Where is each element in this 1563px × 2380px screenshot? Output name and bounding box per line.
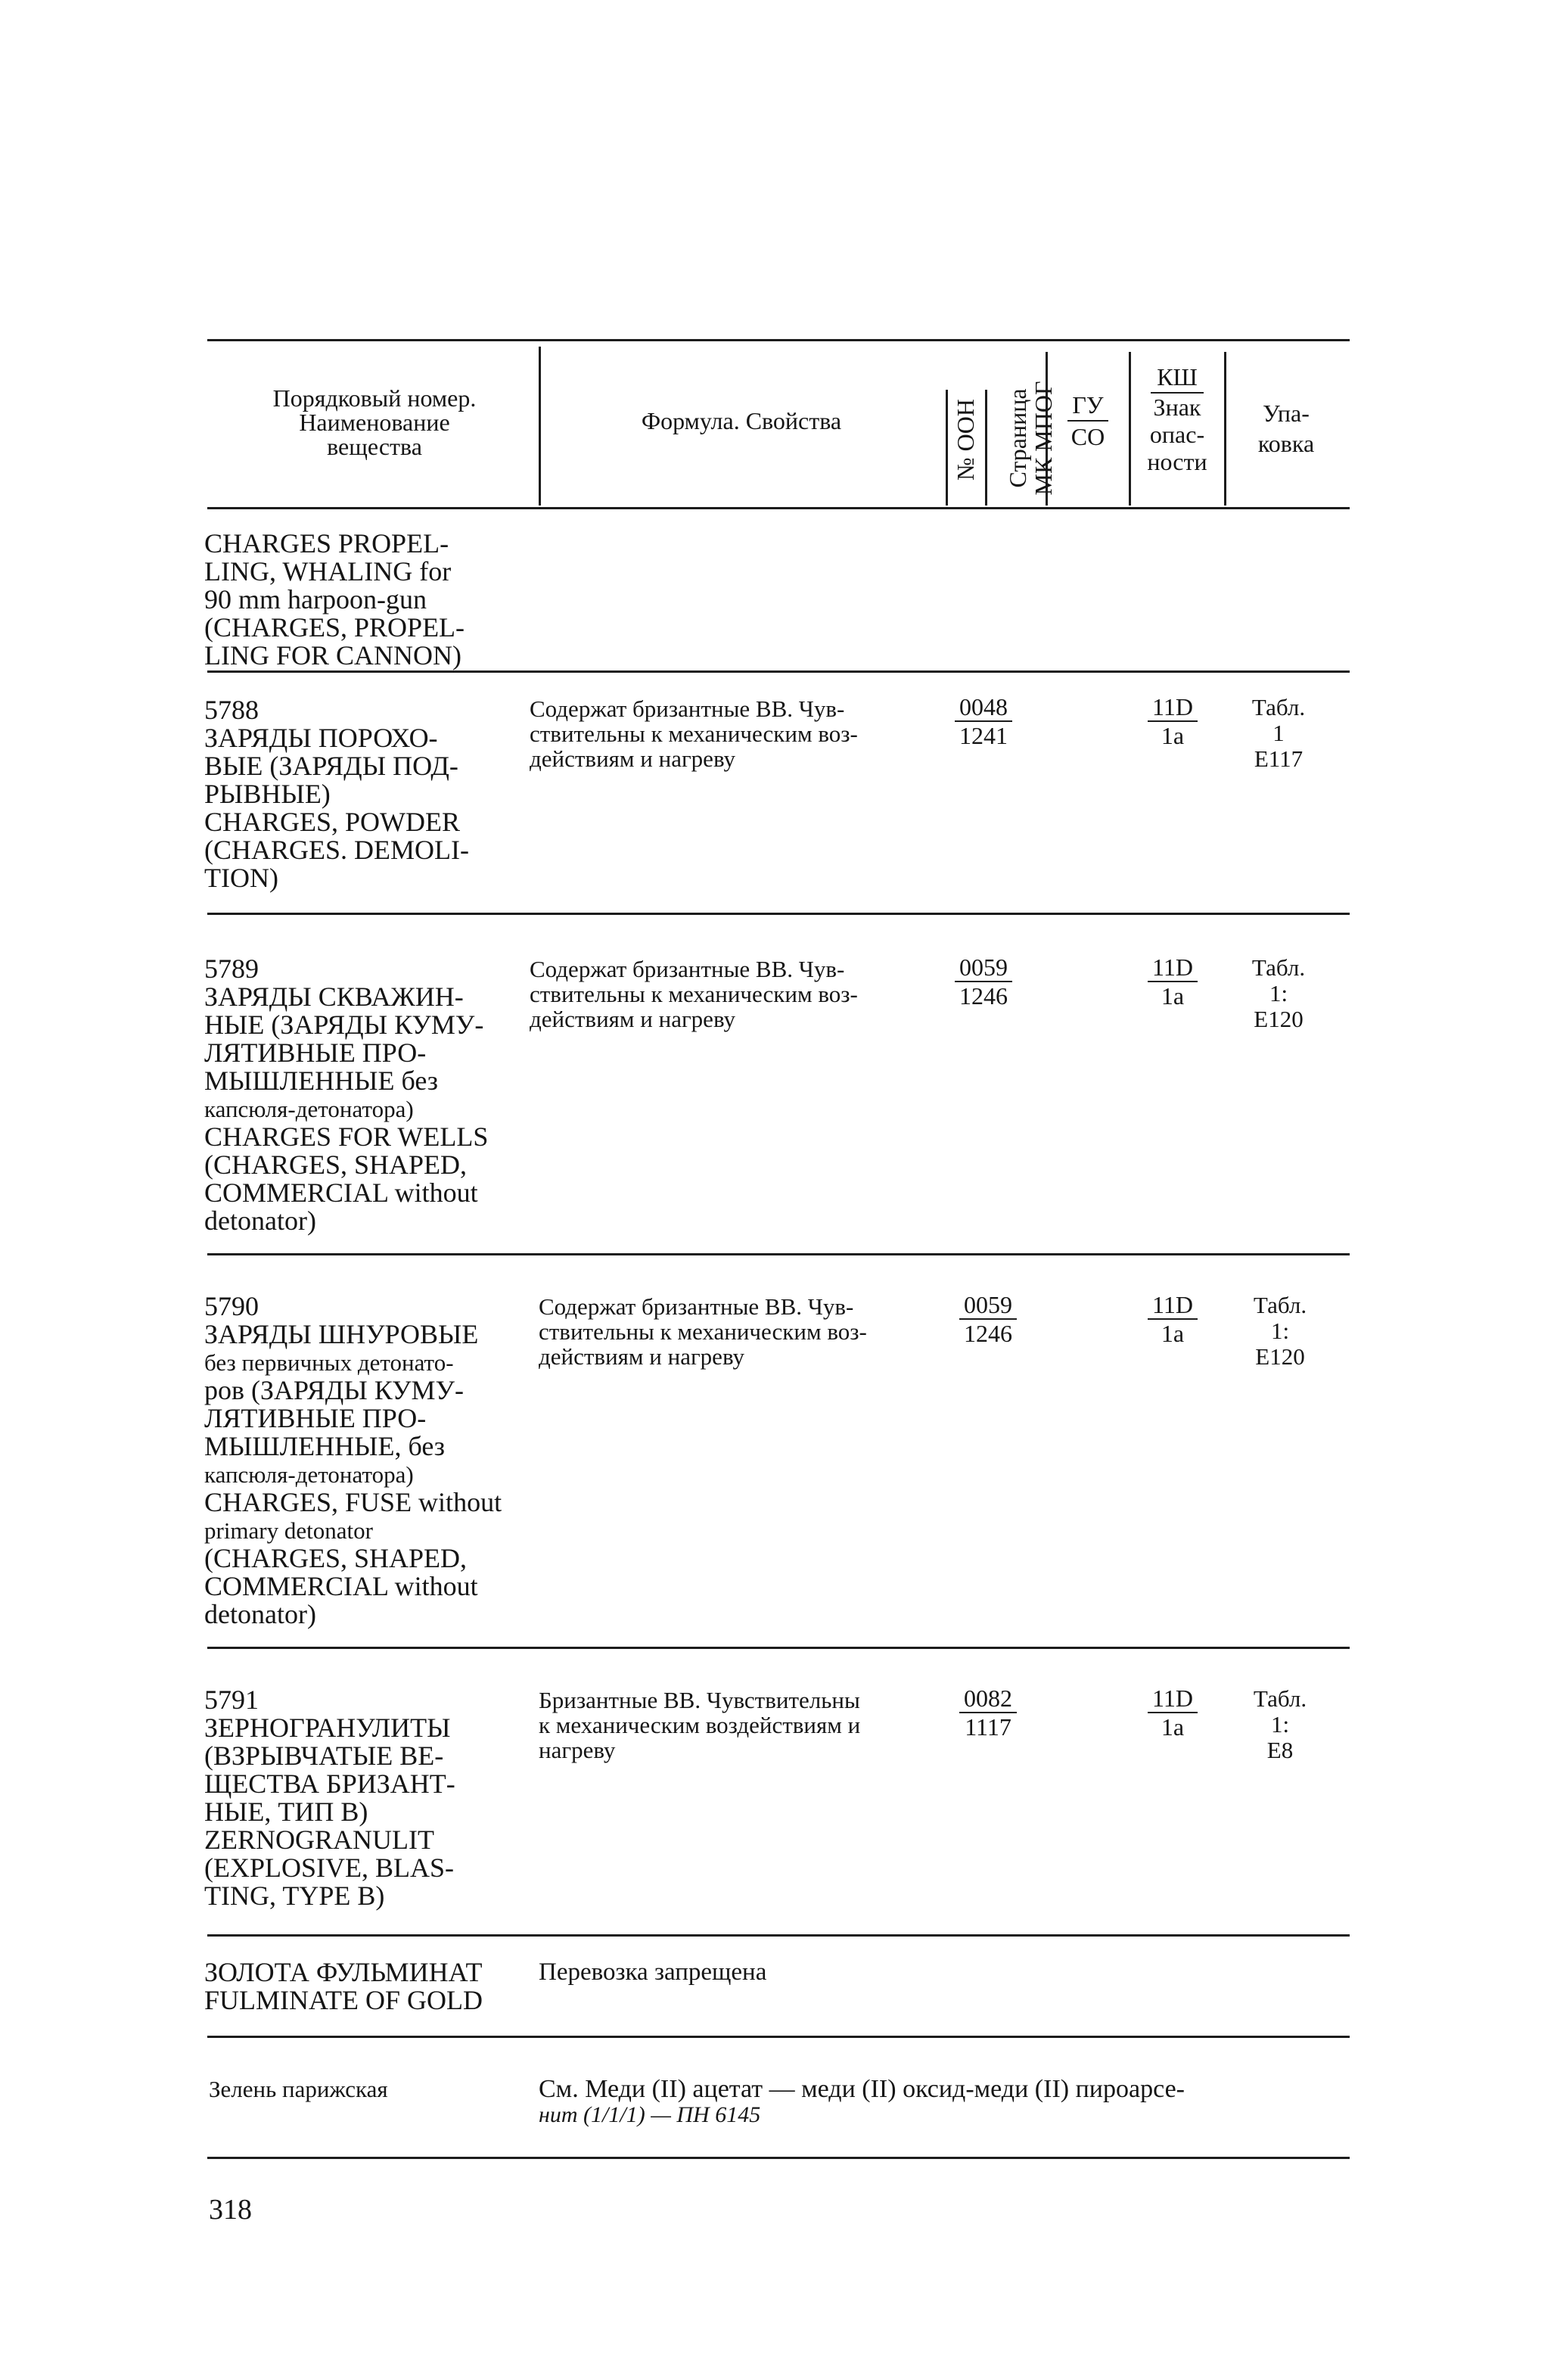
pack-line: 1: [1269,980,1288,1006]
name-line: РЫВНЫЕ) [204,779,331,809]
name-line: detonator) [204,1206,316,1236]
packing [1235,1293,1325,1370]
header-divider [1224,352,1226,506]
row-separator [207,2036,1350,2038]
name-line: капсюля-детонатора) [204,1461,414,1488]
name-line: ЗАРЯДЫ СКВАЖИН- [204,982,464,1012]
entry-properties [539,2077,1356,2128]
gu-ksh-fraction [1135,1291,1210,1347]
header-text: ГУ [1067,390,1108,422]
ksh-value: 1a [1161,1320,1185,1347]
entry-name [204,955,530,1235]
pack-line: 1 [1272,720,1285,746]
entry-properties [539,1960,962,1985]
entry-name: Зелень парижская [209,2076,388,2102]
page-number: 1241 [959,722,1008,749]
page-number: 318 [209,2194,252,2226]
header-divider [946,390,948,506]
header-divider [1129,352,1131,506]
name-line: COMMERCIAL without [204,1178,478,1208]
name-line: ЗАРЯДЫ ШНУРОВЫЕ [204,1319,479,1349]
name-line: ZERNOGRANULIT [204,1825,434,1855]
pack-line: 1: [1270,1318,1290,1344]
row-separator [207,913,1350,915]
entry-number: 5791 [204,1685,259,1715]
pack-line: Табл. [1251,954,1306,981]
prop-line: Содержат бризантные ВВ. Чув- [530,695,845,722]
un-number: 0082 [959,1685,1017,1713]
prop-line: к механическим воздействиям и [539,1712,861,1738]
prop-line: действиям и нагреву [530,745,736,772]
name-line: TION) [204,863,278,893]
prop-line: ствительны к механическим воз- [530,981,858,1007]
row-separator [207,2157,1350,2159]
ksh-value: 1a [1161,722,1185,749]
gu-ksh-fraction [1135,954,1210,1010]
header-top-rule [207,339,1350,341]
entry-name [204,1293,537,1629]
pack-line: E8 [1266,1737,1294,1763]
name-line: CHARGES, POWDER [204,807,461,837]
name-line: ЛЯТИВНЫЕ ПРО- [204,1403,427,1433]
name-line: TING, TYPE B) [204,1881,385,1911]
header-col-un-number: № ООН [952,399,979,481]
pack-line: E120 [1255,1343,1305,1370]
gu-ksh-fraction [1135,693,1210,749]
prop-line: ствительны к механическим воз- [539,1318,867,1345]
name-line: ВЫЕ (ЗАРЯДЫ ПОД- [204,751,458,781]
name-line: (CHARGES, SHAPED, [204,1150,468,1180]
un-page-fraction [938,954,1029,1010]
row-separator [207,1253,1350,1255]
entry-name [204,530,530,670]
prop-line: ствительны к механическим воз- [530,720,858,747]
name-line: LING FOR CANNON) [204,640,461,670]
header-text: МК МПОГ [1030,381,1057,496]
packing [1235,1686,1325,1763]
pack-line: Табл. [1251,694,1306,720]
name-line: CHARGES FOR WELLS [204,1122,489,1152]
ksh-value: 1a [1161,1713,1185,1741]
name-line: ЗАРЯДЫ ПОРОХО- [204,723,438,753]
un-page-fraction [943,1685,1033,1741]
header-text: ковка [1257,430,1315,457]
name-line: detonator) [204,1599,316,1629]
name-line: COMMERCIAL without [204,1571,478,1601]
page-number: 1246 [959,982,1008,1010]
row-separator [207,1934,1350,1937]
prop-line: Бризантные ВВ. Чувствительны [539,1687,860,1713]
name-line: 90 mm harpoon-gun [204,584,427,614]
entry-name [204,1686,530,1910]
header-text: опас- [1149,421,1205,448]
name-line: МЫШЛЕННЫЕ без [204,1066,438,1096]
prop-line: Содержат бризантные ВВ. Чув- [530,956,845,982]
prop-line: действиям и нагреву [530,1006,736,1032]
row-separator [207,670,1350,673]
page-number: 1246 [964,1320,1012,1347]
prop-line: См. Меди (II) ацетат — меди (II) оксид-меди (II) пироарсе- [539,2075,1185,2103]
prop-line: нагреву [539,1737,616,1763]
prop-line: нит (1/1/1) — ПН 6145 [539,2102,761,2127]
un-number: 0048 [955,693,1012,722]
row-separator [207,1647,1350,1649]
entry-properties [530,957,953,1031]
name-line: МЫШЛЕННЫЕ, без [204,1431,445,1461]
ksh-value: 1a [1161,982,1185,1010]
name-line: (CHARGES, PROPEL- [204,612,465,642]
un-page-fraction [943,1291,1033,1347]
header-text: Наименование [299,409,450,436]
packing [1233,955,1324,1032]
un-number: 0059 [959,1291,1017,1320]
pack-line: 1: [1270,1711,1290,1738]
name-line: ЗЕРНОГРАНУЛИТЫ [204,1713,451,1743]
pack-line: Табл. [1253,1685,1307,1712]
header-text: КШ [1151,362,1204,394]
header-divider [985,390,987,506]
name-line: ЛЯТИВНЫЕ ПРО- [204,1038,427,1068]
name-line: без первичных детонато- [204,1349,454,1376]
header-text: ности [1147,448,1207,475]
name-line: капсюля-детонатора) [204,1096,414,1122]
gu-value: 11D [1148,1291,1198,1320]
pack-line: E117 [1254,745,1304,772]
entry-properties [530,696,953,771]
name-line: CHARGES PROPEL- [204,528,449,558]
pack-line: E120 [1254,1006,1304,1032]
name-line: CHARGES, FUSE without [204,1487,502,1517]
header-text: СО [1070,423,1105,450]
entry-name [204,696,530,892]
name-line: FULMINATE OF GOLD [204,1985,483,2015]
header-col-formula: Формула. Свойства [641,407,842,434]
entry-name [204,1958,545,2014]
header-text: Упа- [1263,400,1310,427]
entry-properties [539,1688,962,1762]
gu-ksh-fraction [1135,1685,1210,1741]
header-text: вещества [327,433,422,460]
name-line: (CHARGES, SHAPED, [204,1543,468,1573]
name-line: (ВЗРЫВЧАТЫЕ ВЕ- [204,1741,444,1771]
header-divider [539,347,541,506]
entry-number: 5788 [204,695,259,725]
name-line: ров (ЗАРЯДЫ КУМУ- [204,1375,465,1405]
header-col-gu-so [1049,390,1127,452]
prop-line: действиям и нагреву [539,1343,745,1370]
header-text: Порядковый номер. [272,384,477,412]
un-number: 0059 [955,954,1012,982]
header-col-packing [1233,398,1339,459]
prop-line: Содержат бризантные ВВ. Чув- [539,1293,854,1320]
name-line: ЗОЛОТА ФУЛЬМИНАТ [204,1957,483,1987]
header-col-number-name [219,386,530,459]
header-col-ksh [1132,362,1223,475]
name-line: НЫЕ, ТИП В) [204,1797,368,1827]
page-number: 1117 [965,1713,1011,1741]
pack-line: Табл. [1253,1292,1307,1318]
header-text: Страница [1004,388,1031,488]
name-line: primary detonator [204,1517,373,1544]
header-text: Знак [1153,394,1201,421]
prop-line: Перевозка запрещена [539,1958,767,1986]
gu-value: 11D [1148,693,1198,722]
gu-value: 11D [1148,1685,1198,1713]
packing [1233,695,1324,772]
name-line: НЫЕ (ЗАРЯДЫ КУМУ- [204,1010,484,1040]
gu-value: 11D [1148,954,1198,982]
name-line: ЩЕСТВА БРИЗАНТ- [204,1769,455,1799]
un-page-fraction [938,693,1029,749]
entry-number: 5790 [204,1291,259,1321]
name-line: LING, WHALING for [204,556,452,586]
header-bottom-rule [207,507,1350,509]
entry-number: 5789 [204,954,259,984]
entry-properties [539,1294,962,1369]
name-line: (CHARGES. DEMOLI- [204,835,469,865]
name-line: (EXPLOSIVE, BLAS- [204,1853,454,1883]
